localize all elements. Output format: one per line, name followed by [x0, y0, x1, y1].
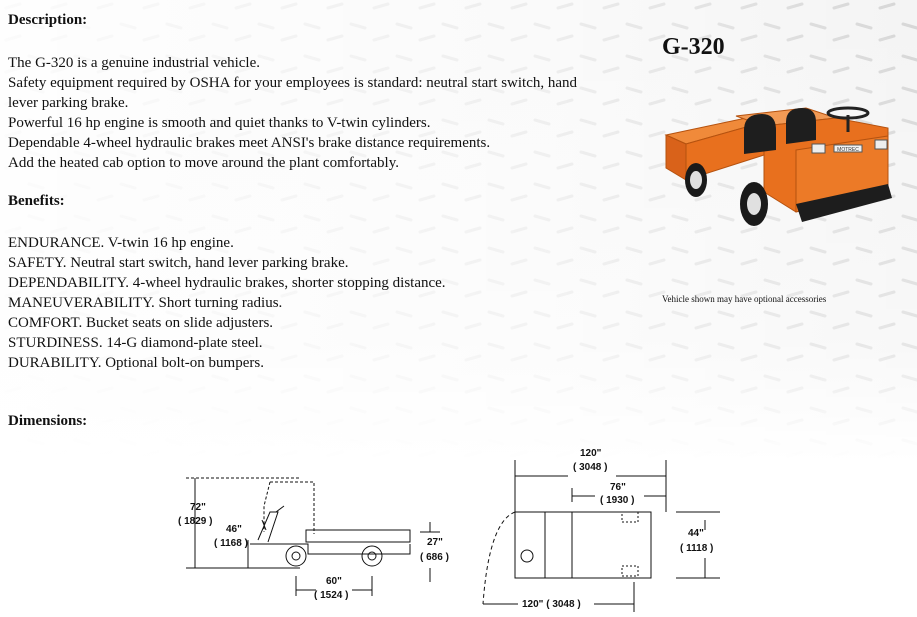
- description-line: The G-320 is a genuine industrial vehicle.: [8, 55, 261, 71]
- side-wheelbase-in: 60": [326, 576, 342, 587]
- benefit-line: STURDINESS. 14-G diamond-plate steel.: [8, 335, 263, 351]
- top-deck-in: 76": [610, 482, 626, 493]
- benefits-list: [8, 233, 658, 373]
- top-length-in: 120": [580, 448, 602, 459]
- benefit-line: ENDURANCE. V-twin 16 hp engine.: [8, 235, 234, 251]
- side-seat-mm: ( 1168 ): [214, 538, 248, 549]
- side-deck-mm: ( 686 ): [420, 552, 449, 563]
- benefit-line: DURABILITY. Optional bolt-on bumpers.: [8, 355, 264, 371]
- vehicle-badge: MOTREC: [837, 147, 859, 153]
- side-wheelbase-mm: ( 1524 ): [314, 590, 349, 601]
- description-line: Powerful 16 hp engine is smooth and quiet thanks to V-twin cylinders.: [8, 115, 431, 131]
- side-height-in: 72": [190, 502, 206, 513]
- dimensions-diagram: [0, 440, 917, 617]
- description-line: Safety equipment required by OSHA for your employees is standard: neutral start switch, hand: [8, 75, 578, 91]
- benefit-line: DEPENDABILITY. 4-wheel hydraulic brakes, shorter stopping distance.: [8, 275, 446, 291]
- top-width-mm: ( 1118 ): [680, 543, 714, 554]
- top-turn-radius: 120" ( 3048 ): [522, 599, 581, 610]
- description-heading: Description:: [8, 12, 88, 28]
- description-line: Add the heated cab option to move around the plant comfortably.: [8, 155, 399, 171]
- vehicle-caption: Vehicle shown may have optional accessories: [662, 294, 827, 304]
- side-seat-in: 46": [226, 524, 242, 535]
- benefit-line: SAFETY. Neutral start switch, hand lever parking brake.: [8, 255, 349, 271]
- top-length-mm: ( 3048 ): [573, 462, 608, 473]
- product-title: G-320: [662, 34, 725, 60]
- side-height-mm: ( 1829 ): [178, 516, 213, 527]
- vehicle-photo: [656, 100, 896, 235]
- description-line: Dependable 4-wheel hydraulic brakes meet ANSI's brake distance requirements.: [8, 135, 491, 151]
- benefit-line: MANEUVERABILITY. Short turning radius.: [8, 295, 283, 311]
- top-width-in: 44": [688, 528, 704, 539]
- top-deck-mm: ( 1930 ): [600, 495, 635, 506]
- benefit-line: COMFORT. Bucket seats on slide adjusters.: [8, 315, 274, 331]
- description-list: [8, 53, 658, 173]
- description-line: lever parking brake.: [8, 95, 129, 111]
- side-deck-in: 27": [427, 537, 443, 548]
- dimensions-heading: Dimensions:: [8, 413, 88, 429]
- benefits-heading: Benefits:: [8, 193, 65, 209]
